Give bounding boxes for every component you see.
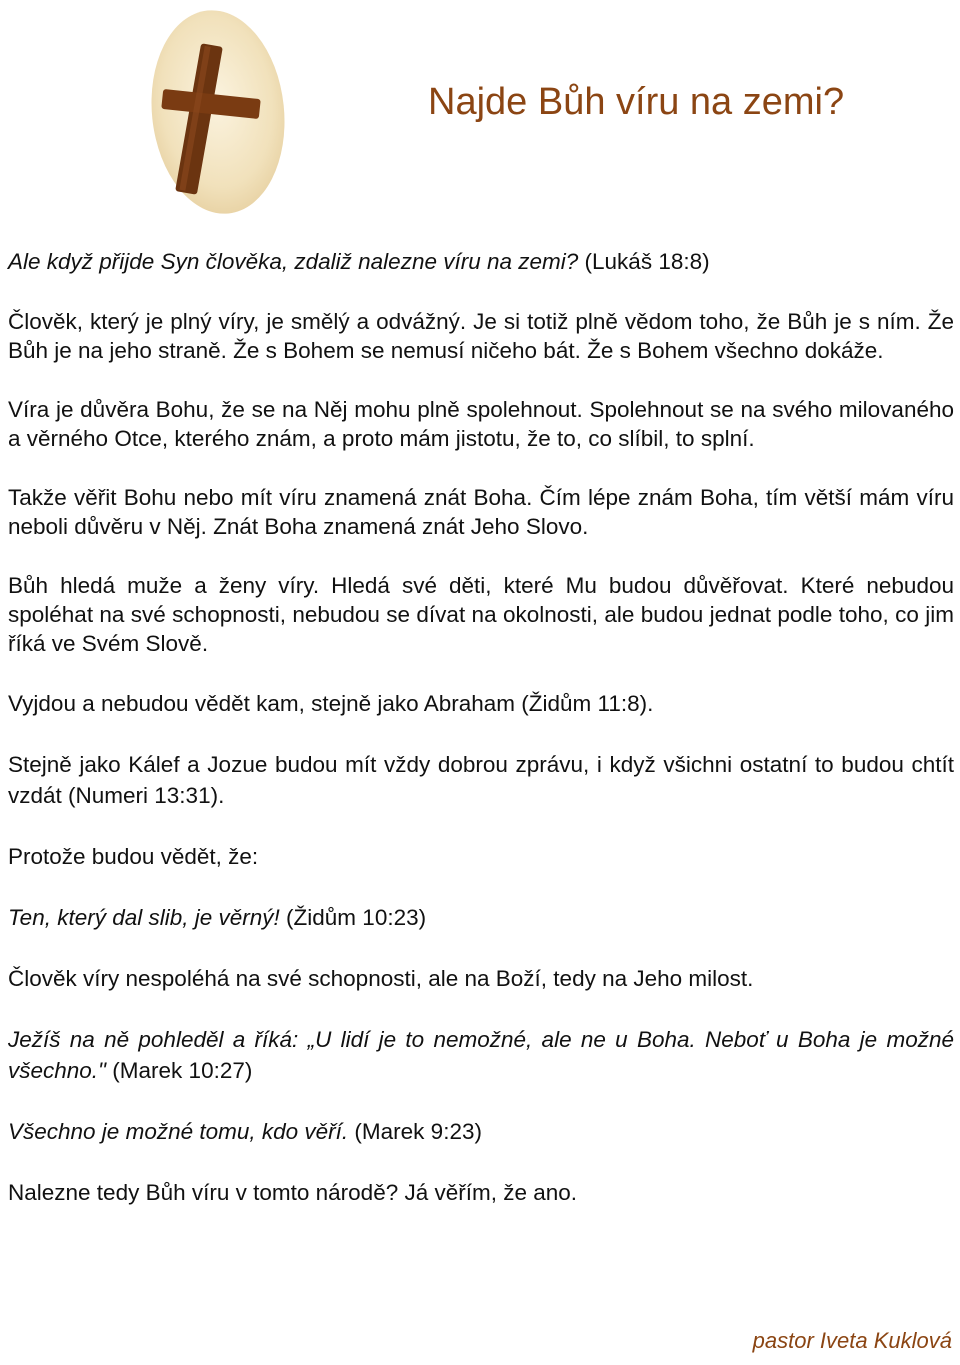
paragraph-because: Protože budou vědět, že: [8, 844, 259, 869]
bible-quote: Ten, který dal slib, je věrný! [8, 905, 280, 930]
author-signature: pastor Iveta Kuklová [752, 1328, 952, 1353]
paragraph-trust: Víra je důvěra Bohu, že se na Něj mohu plně spolehnout. Spolehnout se na svého milovaného a věrného Otce, kterého znám, a proto mám jistotu, že to, co slíbil, to splní. [8, 397, 954, 451]
paragraph-faith-man: Člověk, který je plný víry, je smělý a odvážný. Je si totiž plně vědom toho, že Bůh je s ním. Že Bůh je na jeho straně. Že s Bohem se nemusí ničeho bát. Že s Bohem všechno dokáže. [8, 309, 954, 363]
page-title: Najde Bůh víru na zemi? [428, 81, 845, 123]
article-body [8, 246, 954, 1208]
paragraph-abraham: Vyjdou a nebudou vědět kam, stejně jako Abraham (Židům 11:8). [8, 691, 654, 716]
paragraph-lukas [8, 246, 954, 277]
paragraph-jesus [8, 1024, 954, 1086]
paragraph-know-god: Takže věřit Bohu nebo mít víru znamená znát Boha. Čím lépe znám Boha, tím větší mám víru neboli důvěru v Něj. Znát Boha znamená znát Jeho Slovo. [8, 485, 954, 539]
paragraph-promise [8, 902, 954, 933]
paragraph-grace: Člověk víry nespoléhá na své schopnosti, ale na Boží, tedy na Jeho milost. [8, 966, 754, 991]
bible-quote: Ale když přijde Syn člověka, zdaliž nalezne víru na zemi? [8, 249, 579, 274]
paragraph-possible [8, 1116, 954, 1147]
bible-reference: (Marek 10:27) [106, 1058, 253, 1083]
paragraph-kalef: Stejně jako Kálef a Jozue budou mít vždy dobrou zprávu, i když všichni ostatní to budou chtít vzdát (Numeri 13:31). [8, 752, 954, 808]
cross-logo [148, 6, 288, 218]
bible-quote: Ježíš na ně pohleděl a říká: „U lidí je to nemožné, ale ne u Boha. Neboť u Boha je možné všechno." [8, 1027, 954, 1083]
paragraph-conclusion: Nalezne tedy Bůh víru v tomto národě? Já věřím, že ano. [8, 1180, 578, 1205]
bible-reference: (Lukáš 18:8) [578, 249, 710, 274]
paragraph-god-seeks: Bůh hledá muže a ženy víry. Hledá své děti, které Mu budou důvěřovat. Které nebudou spoléhat na své schopnosti, nebudou se dívat na okolnosti, ale budou jednat podle toho, co jim říká ve Svém Slově. [8, 573, 954, 656]
bible-reference: (Marek 9:23) [348, 1119, 482, 1144]
bible-reference: (Židům 10:23) [279, 905, 427, 930]
bible-quote: Všechno je možné tomu, kdo věří. [8, 1119, 349, 1144]
